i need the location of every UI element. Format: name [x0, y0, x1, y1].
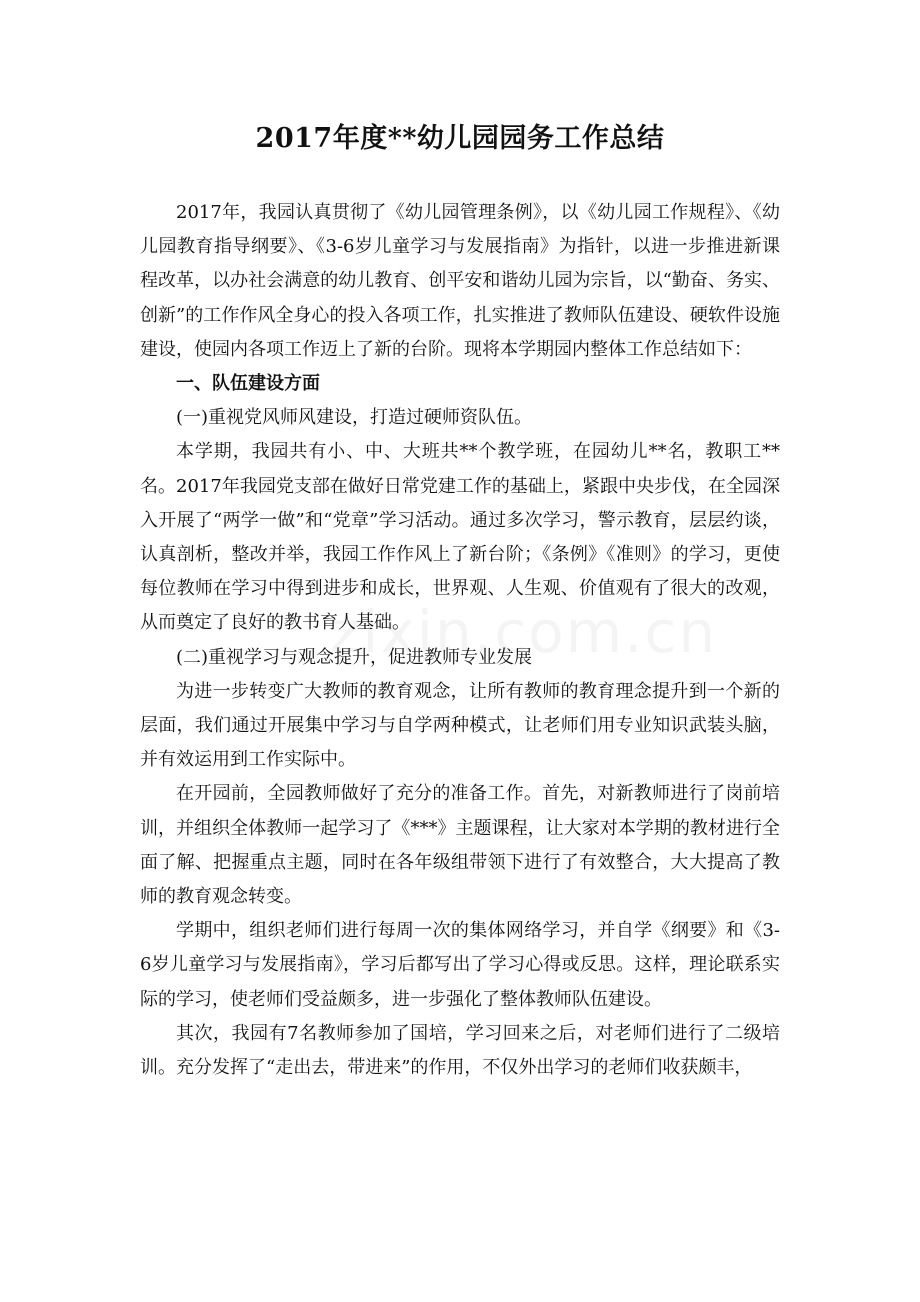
subsection-heading: (一)重视党风师风建设，打造过硬师资队伍。 — [176, 407, 533, 429]
body-paragraph: 为进一步转变广大教师的教育观念，让所有教师的教育理念提升到一个新的层面，我们通过开展集中学习与自学两种模式，让老师们用专业知识武装头脑，并有效运用到工作实际中。 — [140, 680, 780, 771]
body-paragraph: 本学期，我园共有小、中、大班共**个教学班，在园幼儿**名，教职工**名。2017年我园党支部在做好日常党建工作的基础上，紧跟中央步伐，在全园深入开展了“两学一做”和“党章”学习活动。通过多次学习，警示教育，层层约谈，认真剖析，整改并举，我园工作作风上了新台阶；《条例》《准则》的学习，更使每位教师在学习中得到进步和成长，世界观、人生观、价值观有了很大的改观，从而奠定了良好的教书育人基础。 — [140, 441, 780, 634]
section-heading: 一、队伍建设方面 — [176, 373, 320, 395]
body-paragraph: 在开园前，全园教师做好了充分的准备工作。首先，对新教师进行了岗前培训，并组织全体教师一起学习了《***》主题课程，让大家对本学期的教材进行全面了解、把握重点主题，同时在各年级组带领下进行了有效整合，大大提高了教师的教育观念转变。 — [140, 783, 780, 908]
document-title: 2017年度**幼儿园园务工作总结 — [255, 123, 665, 154]
body-paragraph: 学期中，组织老师们进行每周一次的集体网络学习，并自学《纲要》和《3-6岁儿童学习与发展指南》，学习后都写出了学习心得或反思。这样，理论联系实际的学习，使老师们受益颇多，进一步强化了整体教师队伍建设。 — [140, 920, 780, 1010]
document-body — [140, 196, 780, 1085]
body-paragraph: 其次，我园有7名教师参加了国培，学习回来之后，对老师们进行了二级培训。充分发挥了“走出去，带进来”的作用，不仅外出学习的老师们收获颇丰， — [140, 1022, 780, 1079]
subsection-heading: (二)重视学习与观念提升，促进教师专业发展 — [176, 646, 533, 668]
intro-paragraph: 2017年，我园认真贯彻了《幼儿园管理条例》，以《幼儿园工作规程》、《幼儿园教育指导纲要》、《3-6岁儿童学习与发展指南》为指针，以进一步推进新课程改革，以办社会满意的幼儿教育、创平安和谐幼儿园为宗旨，以“勤奋、务实、创新”的工作作风全身心的投入各项工作，扎实推进了教师队伍建设、硬软件设施建设，使园内各项工作迈上了新的台阶。现将本学期园内整体工作总结如下： — [140, 202, 780, 360]
